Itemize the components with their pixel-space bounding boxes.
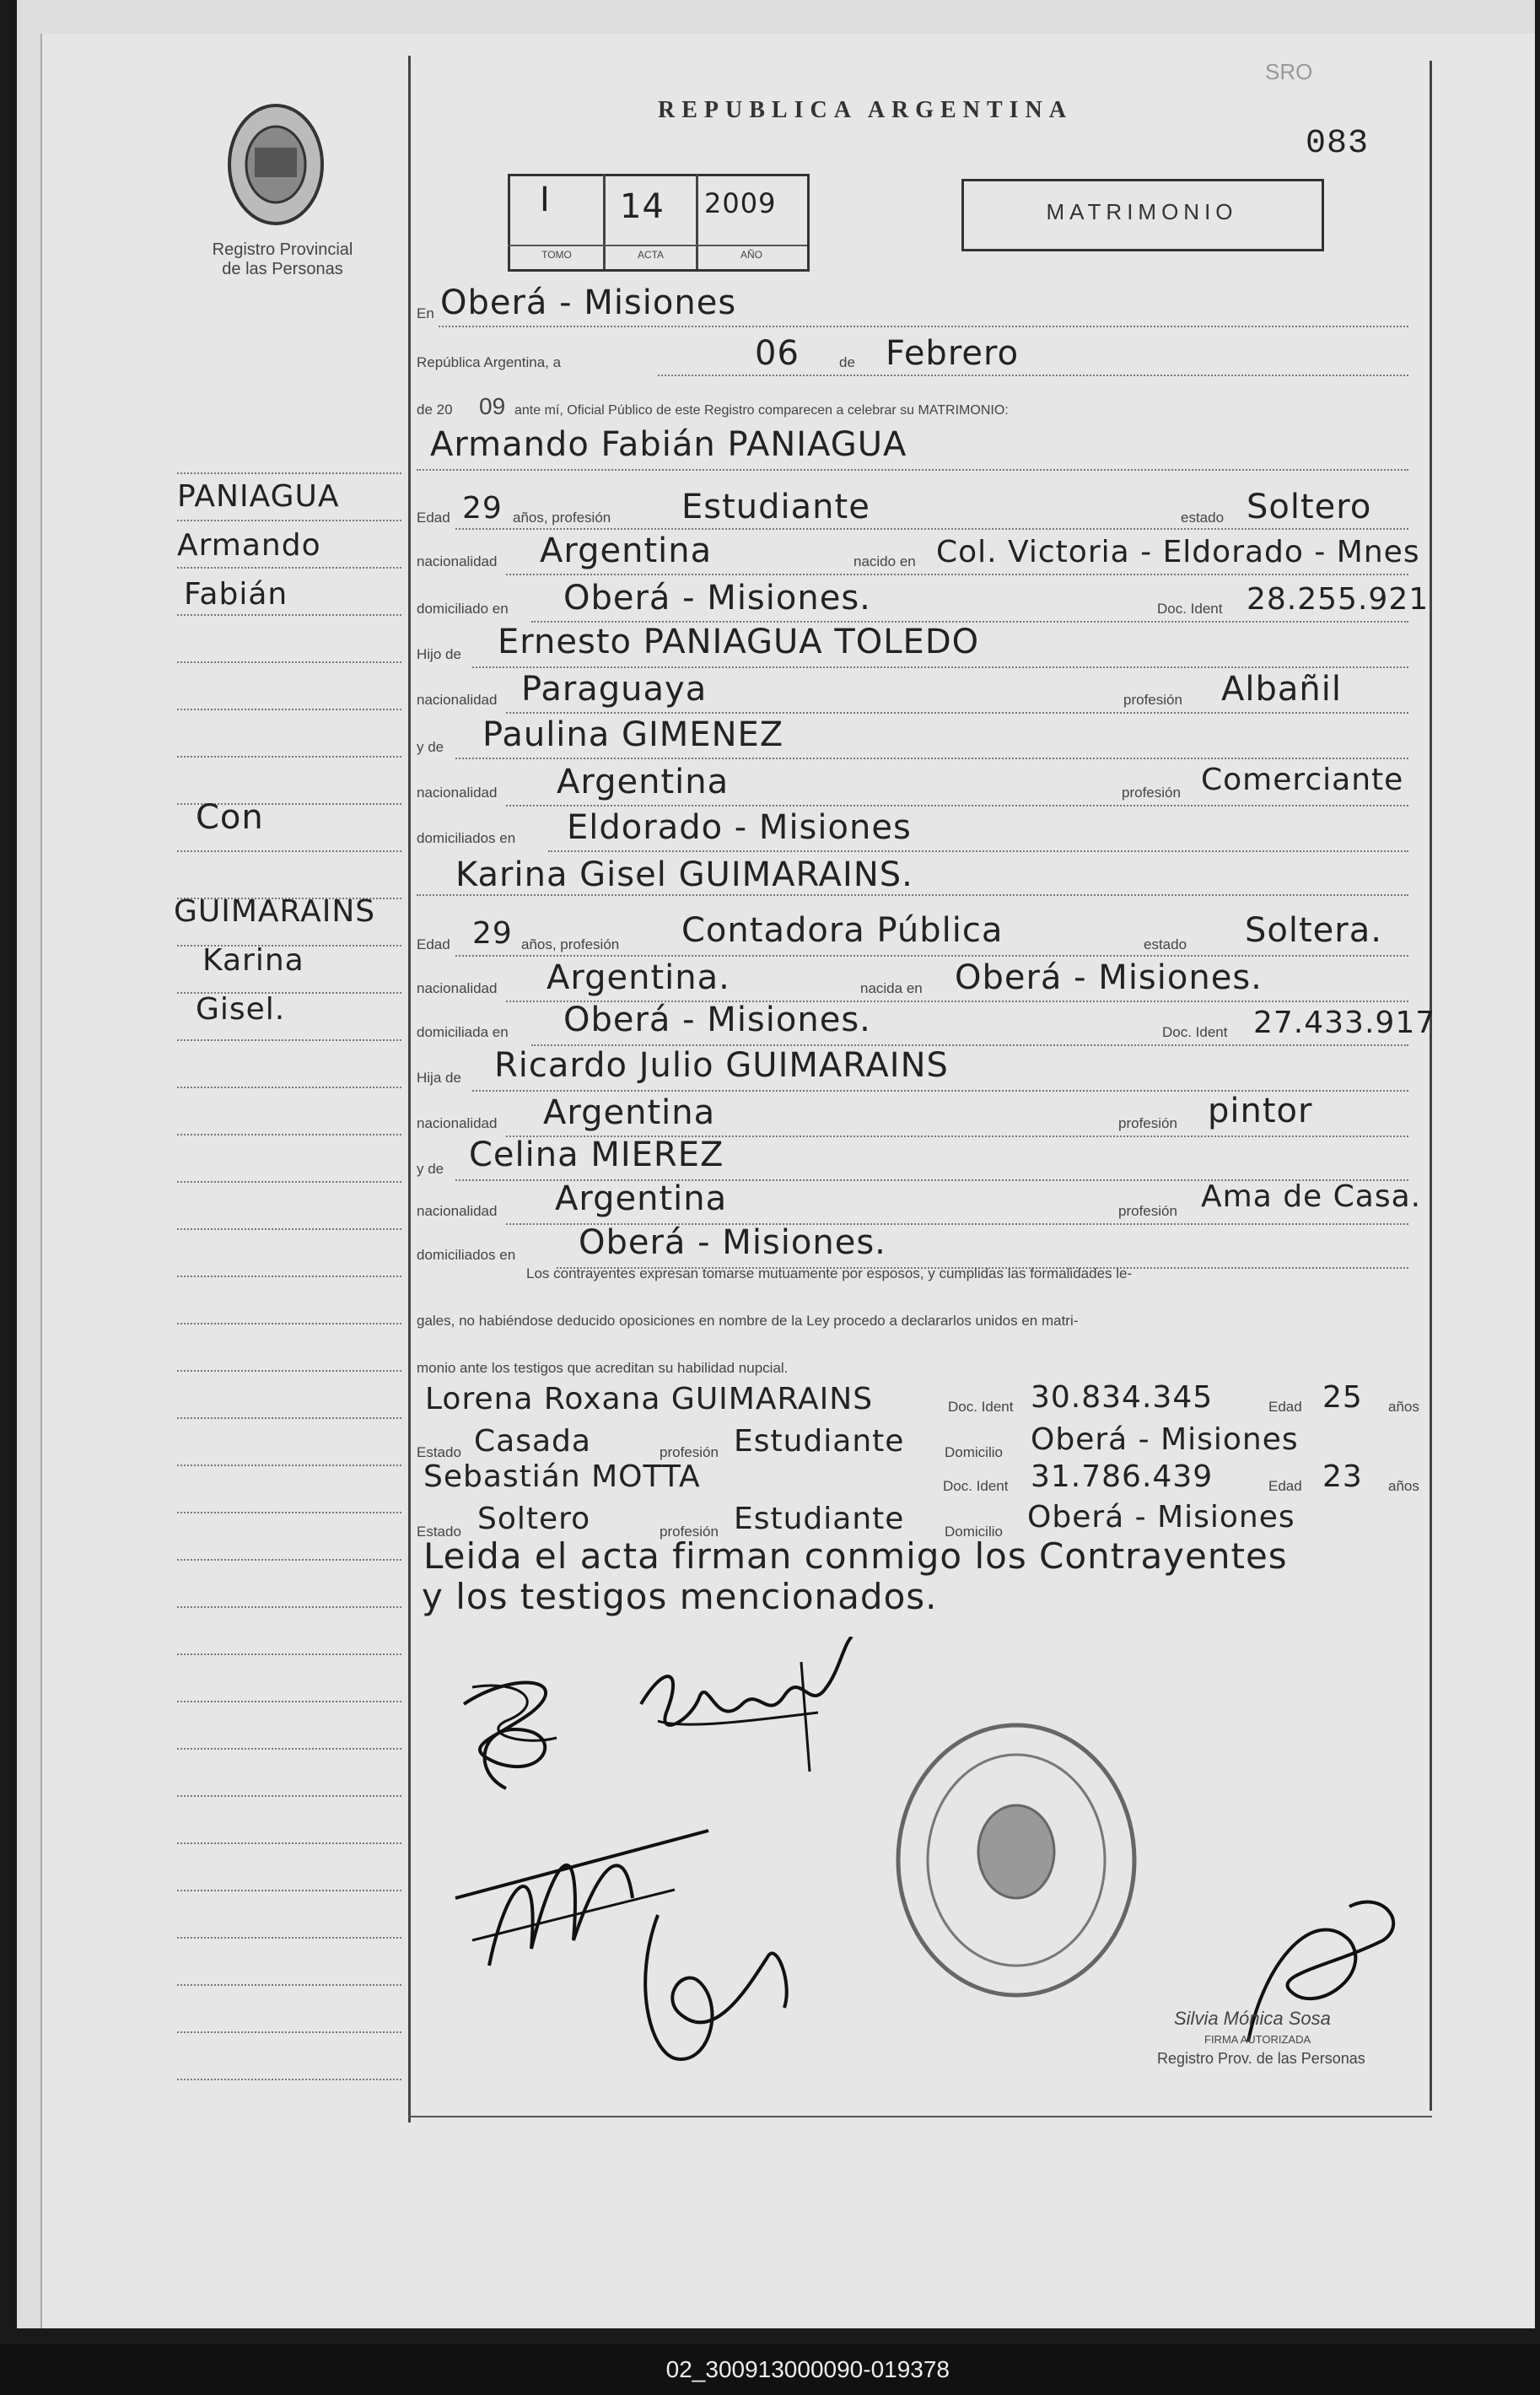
witness-1-estado-label: Estado — [417, 1444, 461, 1460]
groom-mother-nat: Argentina — [557, 763, 730, 801]
declaration-line-3: monio ante los testigos que acreditan su habilidad nupcial. — [417, 1360, 789, 1376]
signature-official — [1214, 1890, 1417, 2075]
rule — [506, 574, 1408, 575]
groom-father: Ernesto PANIAGUA TOLEDO — [498, 623, 980, 661]
witness-1-estado: Casada — [474, 1424, 591, 1459]
groom-father-nat: Paraguaya — [521, 670, 708, 709]
groom-margin-first: Armando — [177, 528, 321, 563]
provincial-seal-icon — [221, 97, 331, 232]
groom-anios-label: años, profesión — [513, 510, 611, 526]
page-number: 083 — [1306, 125, 1370, 163]
groom-born: Col. Victoria - Eldorado - Mnes — [936, 535, 1420, 569]
margin-rule — [177, 1701, 401, 1702]
bride-parents-dom-label: domiciliados en — [417, 1247, 516, 1263]
de-label: de — [839, 354, 855, 370]
margin-rule — [177, 1748, 401, 1750]
bride-margin-second: Gisel. — [196, 992, 286, 1027]
groom-hijo-label: Hijo de — [417, 646, 461, 662]
witness-2-dom-label: Domicilio — [945, 1524, 1003, 1540]
witness-2-doc-label: Doc. Ident — [943, 1478, 1009, 1494]
witness-1-dom-label: Domicilio — [945, 1444, 1003, 1460]
acta-value: 14 — [620, 187, 665, 226]
margin-rule — [177, 1559, 401, 1561]
margin-rule — [177, 756, 401, 758]
bride-margin-first: Karina — [202, 943, 304, 978]
groom-doc-label: Doc. Ident — [1157, 601, 1223, 617]
bride-nationality: Argentina. — [547, 958, 730, 997]
bride-father-prof: pintor — [1208, 1092, 1313, 1130]
witness-2-doc: 31.786.439 — [1031, 1459, 1214, 1494]
bride-father-nat-label: nacionalidad — [417, 1115, 498, 1131]
groom-domicile: Oberá - Misiones. — [563, 579, 871, 618]
margin-rule — [177, 1134, 401, 1135]
bride-father-nat: Argentina — [543, 1093, 716, 1132]
groom-estado-label: estado — [1181, 510, 1225, 526]
bride-nac-label: nacionalidad — [417, 980, 498, 996]
witness-2-estado: Soltero — [477, 1502, 591, 1536]
rule — [455, 528, 1408, 530]
rule — [658, 375, 1408, 376]
margin-rule — [177, 614, 401, 616]
margin-rule — [177, 1653, 401, 1655]
official-role: FIRMA AUTORIZADA — [1204, 2033, 1311, 2046]
bride-father: Ricardo Julio GUIMARAINS — [494, 1046, 949, 1085]
bride-domicile: Oberá - Misiones. — [563, 1001, 871, 1039]
bride-anios-label: años, profesión — [521, 936, 620, 952]
bride-hija-label: Hija de — [417, 1070, 461, 1086]
bride-parents-dom: Oberá - Misiones. — [579, 1223, 886, 1262]
anio-caption: AÑO — [740, 249, 762, 261]
registry-office-label: Registro Provincial de las Personas — [212, 240, 353, 278]
margin-rule — [177, 1984, 401, 1986]
margin-rule — [177, 1606, 401, 1608]
bride-doc: 27.433.917 — [1253, 1006, 1436, 1040]
margin-rule — [177, 1417, 401, 1419]
margin-rule — [177, 1276, 401, 1277]
witness-2-estado-label: Estado — [417, 1524, 461, 1540]
closing-line-2: y los testigos mencionados. — [422, 1576, 938, 1617]
bride-born-label: nacida en — [860, 980, 923, 996]
margin-rule — [177, 1228, 401, 1230]
bride-age: 29 — [472, 916, 513, 951]
day-value: 06 — [755, 334, 800, 373]
bride-mother: Celina MIEREZ — [469, 1135, 724, 1174]
anio-value: 2009 — [704, 187, 777, 219]
witness-2-domicile: Oberá - Misiones — [1027, 1500, 1295, 1535]
tomo-caption: TOMO — [541, 249, 572, 261]
bride-estado-label: estado — [1144, 936, 1187, 952]
groom-profession: Estudiante — [681, 488, 870, 526]
margin-rule — [177, 1039, 401, 1041]
column-divider — [408, 56, 411, 2123]
bride-mother-nat-label: nacionalidad — [417, 1203, 498, 1219]
groom-born-label: nacido en — [853, 553, 916, 569]
groom-yde-label: y de — [417, 739, 444, 755]
groom-doc: 28.255.921 — [1247, 582, 1430, 617]
margin-rule — [177, 1087, 401, 1088]
rule — [455, 955, 1408, 957]
groom-dom-label: domiciliado en — [417, 601, 509, 617]
groom-father-nat-label: nacionalidad — [417, 692, 498, 708]
bride-estado: Soltera. — [1245, 911, 1382, 950]
groom-estado: Soltero — [1247, 488, 1372, 526]
rule — [455, 758, 1408, 759]
margin-rule — [177, 661, 401, 663]
rule — [506, 712, 1408, 714]
margin-rule — [177, 1937, 401, 1939]
bride-mother-prof-label: profesión — [1118, 1203, 1177, 1219]
margin-rule — [177, 1181, 401, 1183]
acta-caption: ACTA — [637, 249, 665, 261]
rule — [417, 894, 1408, 896]
margin-rule — [177, 1795, 401, 1797]
scan-id: 02_300913000090-019378 — [665, 2356, 950, 2382]
groom-father-prof: Albañil — [1221, 670, 1342, 709]
bride-doc-label: Doc. Ident — [1162, 1024, 1228, 1040]
groom-age: 29 — [462, 491, 503, 526]
bride-born: Oberá - Misiones. — [955, 958, 1263, 997]
margin-rule — [177, 1370, 401, 1372]
margin-rule — [177, 1512, 401, 1513]
bride-profession: Contadora Pública — [681, 911, 1004, 950]
scan-footer — [0, 2344, 1540, 2395]
bride-margin-surname: GUIMARAINS — [174, 894, 376, 929]
right-border — [1430, 61, 1432, 2111]
record-box-divider — [508, 245, 807, 246]
month-value: Febrero — [886, 334, 1020, 373]
witness-1-domicile: Oberá - Misiones — [1031, 1422, 1299, 1457]
witness-2-prof-label: profesión — [660, 1524, 719, 1540]
year-suffix: 09 — [479, 393, 506, 419]
declaration-line-1: Los contrayentes expresan tomarse mutuamente por esposos, y cumplidas las formalidades le- — [526, 1265, 1133, 1281]
witness-1-name: Lorena Roxana GUIMARAINS — [425, 1382, 874, 1416]
witness-1-age: 25 — [1322, 1380, 1363, 1415]
groom-parents-dom-label: domiciliados en — [417, 830, 516, 846]
margin-rule — [177, 1323, 401, 1324]
rule — [439, 326, 1408, 327]
margin-rule — [177, 472, 401, 474]
witness-2-edad-label: Edad — [1268, 1478, 1302, 1494]
groom-edad-label: Edad — [417, 510, 450, 526]
groom-mother-prof: Comerciante — [1201, 763, 1404, 797]
bride-mother-prof: Ama de Casa. — [1201, 1179, 1422, 1214]
groom-nationality: Argentina — [540, 531, 713, 570]
place-value: Oberá - Misiones — [440, 283, 737, 322]
year-prefix: de 20 — [417, 402, 453, 418]
signature-groom — [447, 1653, 582, 1797]
groom-father-prof-label: profesión — [1123, 692, 1182, 708]
margin-rule — [177, 2031, 401, 2033]
witness-2-name: Sebastián MOTTA — [423, 1459, 701, 1494]
margin-rule — [177, 1890, 401, 1891]
groom-parents-dom: Eldorado - Misiones — [567, 808, 912, 847]
intro-statement: ante mí, Oficial Público de este Registro comparecen a celebrar su MATRIMONIO: — [514, 403, 1009, 418]
bride-father-prof-label: profesión — [1118, 1115, 1177, 1131]
groom-mother-nat-label: nacionalidad — [417, 785, 498, 801]
groom-mother-prof-label: profesión — [1122, 785, 1181, 801]
declaration-line-2: gales, no habiéndose deducido oposiciones en nombre de la Ley procedo a declararlos unidos en matri- — [417, 1313, 1079, 1329]
rule — [472, 666, 1408, 668]
tomo-value: I — [540, 181, 551, 219]
bride-edad-label: Edad — [417, 936, 450, 952]
bride-yde-label: y de — [417, 1161, 444, 1177]
official-stamp-icon — [890, 1717, 1143, 2004]
margin-rule — [177, 709, 401, 710]
rule — [506, 805, 1408, 806]
witness-2-age: 23 — [1322, 1459, 1363, 1494]
margin-rule — [177, 567, 401, 569]
witness-1-profession: Estudiante — [734, 1424, 905, 1459]
rule — [548, 850, 1408, 852]
groom-margin-second: Fabián — [184, 577, 288, 612]
groom-nac-label: nacionalidad — [417, 553, 498, 569]
groom-mother: Paulina GIMENEZ — [482, 715, 784, 754]
margin-rule — [177, 1842, 401, 1844]
republica-label: República Argentina, a — [417, 354, 562, 370]
witness-2-anios: años — [1388, 1478, 1419, 1494]
margin-rule — [177, 2079, 401, 2080]
witness-2-profession: Estudiante — [734, 1502, 905, 1536]
country-title: REPUBLICA ARGENTINA — [658, 97, 1073, 123]
document-type: MATRIMONIO — [1046, 199, 1238, 224]
witness-1-doc-label: Doc. Ident — [948, 1399, 1014, 1415]
signature-bride — [633, 1637, 860, 1788]
groom-margin-surname: PANIAGUA — [177, 479, 340, 514]
margin-rule — [177, 1465, 401, 1466]
witness-1-doc: 30.834.345 — [1031, 1380, 1214, 1415]
bride-dom-label: domiciliada en — [417, 1024, 509, 1040]
bride-mother-nat: Argentina — [555, 1179, 728, 1218]
official-name: Silvia Mónica Sosa — [1174, 2008, 1331, 2029]
con-label: Con — [196, 798, 264, 837]
corner-stamp: SRO — [1265, 59, 1313, 84]
official-office: Registro Prov. de las Personas — [1157, 2050, 1365, 2067]
en-label: En — [417, 305, 434, 321]
signature-witness-2 — [624, 1881, 810, 2084]
witness-1-prof-label: profesión — [660, 1444, 719, 1460]
margin-rule — [177, 850, 401, 852]
groom-full-name: Armando Fabián PANIAGUA — [430, 425, 907, 464]
rule — [417, 469, 1408, 471]
witness-1-anios: años — [1388, 1399, 1419, 1415]
closing-line-1: Leida el acta firman conmigo los Contrayentes — [423, 1535, 1288, 1577]
bride-full-name: Karina Gisel GUIMARAINS. — [455, 855, 913, 894]
bottom-border — [408, 2116, 1432, 2117]
margin-rule — [177, 520, 401, 521]
witness-1-edad-label: Edad — [1268, 1399, 1302, 1415]
